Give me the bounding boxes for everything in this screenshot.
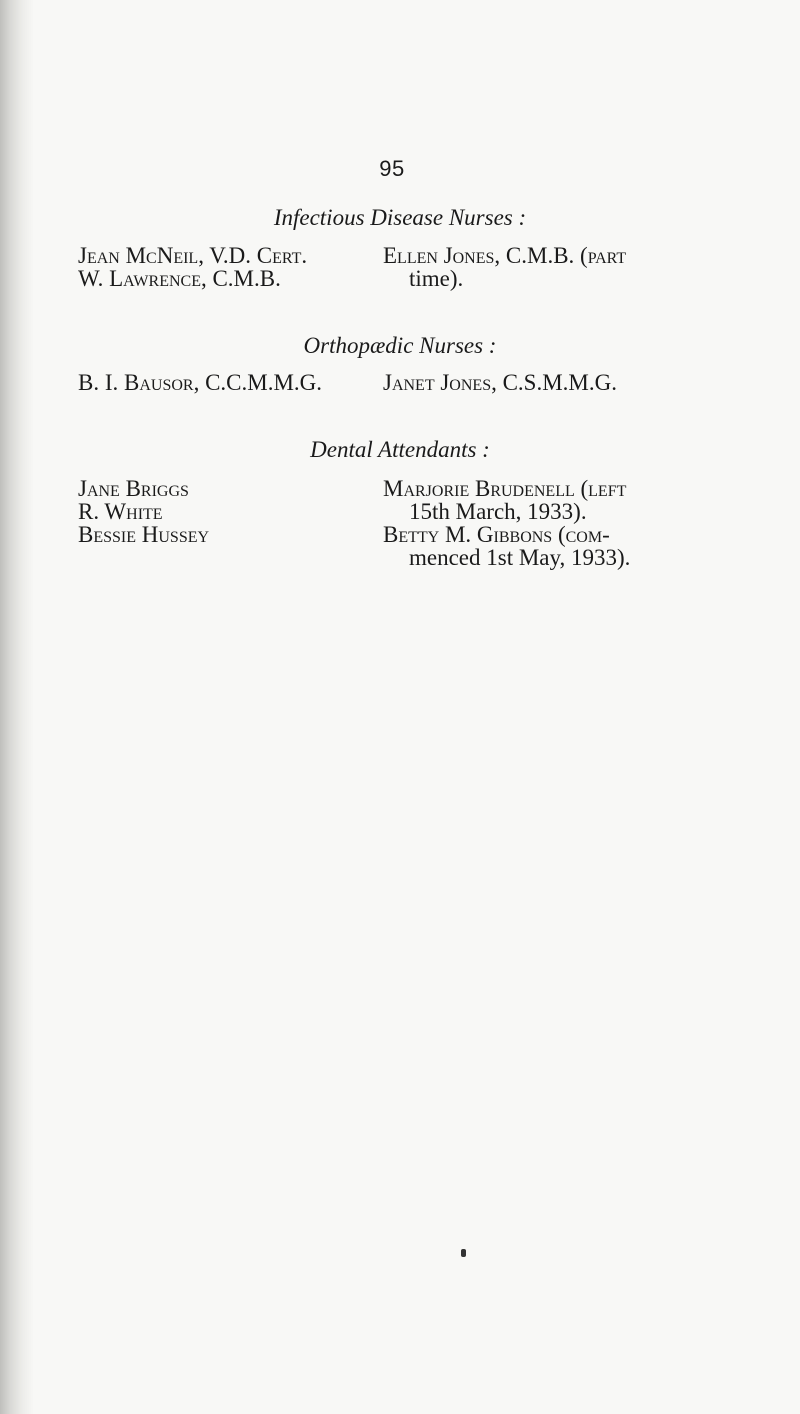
nurse-entry: Jean McNeil, V.D. Cert. xyxy=(78,243,308,268)
heading-dental-attendants: Dental Attendants : xyxy=(310,437,490,462)
attendant-entry: Betty M. Gibbons (com- xyxy=(383,522,610,547)
nurse-entry: Ellen Jones, C.M.B. (part xyxy=(383,243,627,268)
nurse-entry: B. I. Bausor, C.C.M.M.G. xyxy=(78,370,323,395)
attendant-entry: Bessie Hussey xyxy=(78,522,210,547)
heading-orthopaedic-nurses: Orthopædic Nurses : xyxy=(303,333,497,358)
heading-infectious-disease-nurses: Infectious Disease Nurses : xyxy=(273,205,527,230)
nurse-entry: Janet Jones, C.S.M.M.G. xyxy=(383,370,617,395)
page-number: 95 xyxy=(379,156,405,181)
nurse-entry-continuation: time). xyxy=(409,266,464,291)
attendant-entry-continuation: menced 1st May, 1933). xyxy=(409,545,631,570)
attendant-entry: Jane Briggs xyxy=(78,476,189,501)
ink-speck xyxy=(461,1249,466,1257)
nurse-entry: W. Lawrence, C.M.B. xyxy=(78,266,281,291)
attendant-entry: R. White xyxy=(78,499,163,524)
attendant-entry-continuation: 15th March, 1933). xyxy=(409,499,587,524)
attendant-entry: Marjorie Brudenell (left xyxy=(383,476,627,501)
